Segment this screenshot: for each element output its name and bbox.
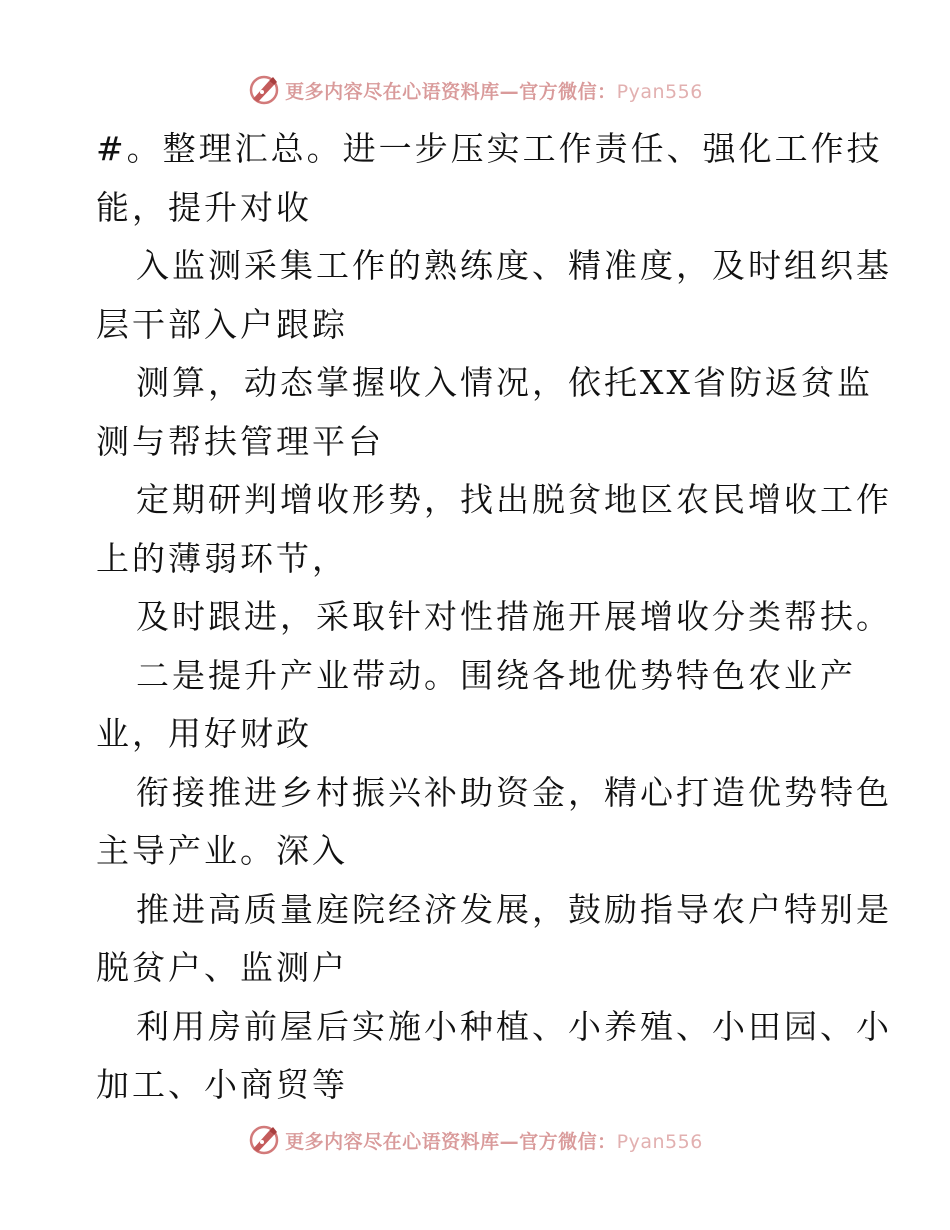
pen-nib-logo-icon <box>247 1123 281 1157</box>
text-line: 衔接推进乡村振兴补助资金，精心打造优势特色 <box>136 772 892 812</box>
text-line: 定期研判增收形势，找出脱贫地区农民增收工作 <box>136 480 892 519</box>
watermark-text-cn: 更多内容尽在心语资料库—官方微信： <box>285 1130 617 1153</box>
pen-nib-logo-icon <box>247 73 281 107</box>
watermark-wechat-id: Pyan556 <box>616 80 703 103</box>
text-line: 入监测采集工作的熟练度、精准度，及时组织基 <box>136 246 892 285</box>
text-line: 层干部入户跟踪 <box>96 304 348 344</box>
text-line: 上的薄弱环节， <box>96 538 348 578</box>
text-line: 及时跟进，采取针对性措施开展增收分类帮扶。 <box>136 597 892 636</box>
watermark-text-cn: 更多内容尽在心语资料库—官方微信： <box>285 80 617 103</box>
watermark-text <box>285 1127 703 1154</box>
text-line: 测与帮扶管理平台 <box>96 421 384 461</box>
watermark-text <box>285 77 703 104</box>
document-body <box>96 120 892 1115</box>
text-line: 能，提升对收 <box>96 187 312 227</box>
text-line: 利用房前屋后实施小种植、小养殖、小田园、小 <box>136 1006 892 1046</box>
text-line: 测算，动态掌握收入情况，依托XX省防返贫监 <box>136 363 873 402</box>
text-line: #。整理汇总。进一步压实工作责任、强化工作技 <box>96 129 883 168</box>
text-line: 推进高质量庭院经济发展，鼓励指导农户特别是 <box>136 889 892 929</box>
text-line: 主导产业。深入 <box>96 831 348 870</box>
watermark-footer <box>0 1118 950 1162</box>
text-line: 二是提升产业带动。围绕各地优势特色农业产 <box>136 655 856 695</box>
watermark-wechat-id: Pyan556 <box>616 1130 703 1153</box>
watermark-header <box>0 68 950 112</box>
text-line: 业，用好财政 <box>96 714 312 753</box>
text-line: 加工、小商贸等 <box>96 1065 348 1104</box>
text-line: 脱贫户、监测户 <box>96 948 348 987</box>
